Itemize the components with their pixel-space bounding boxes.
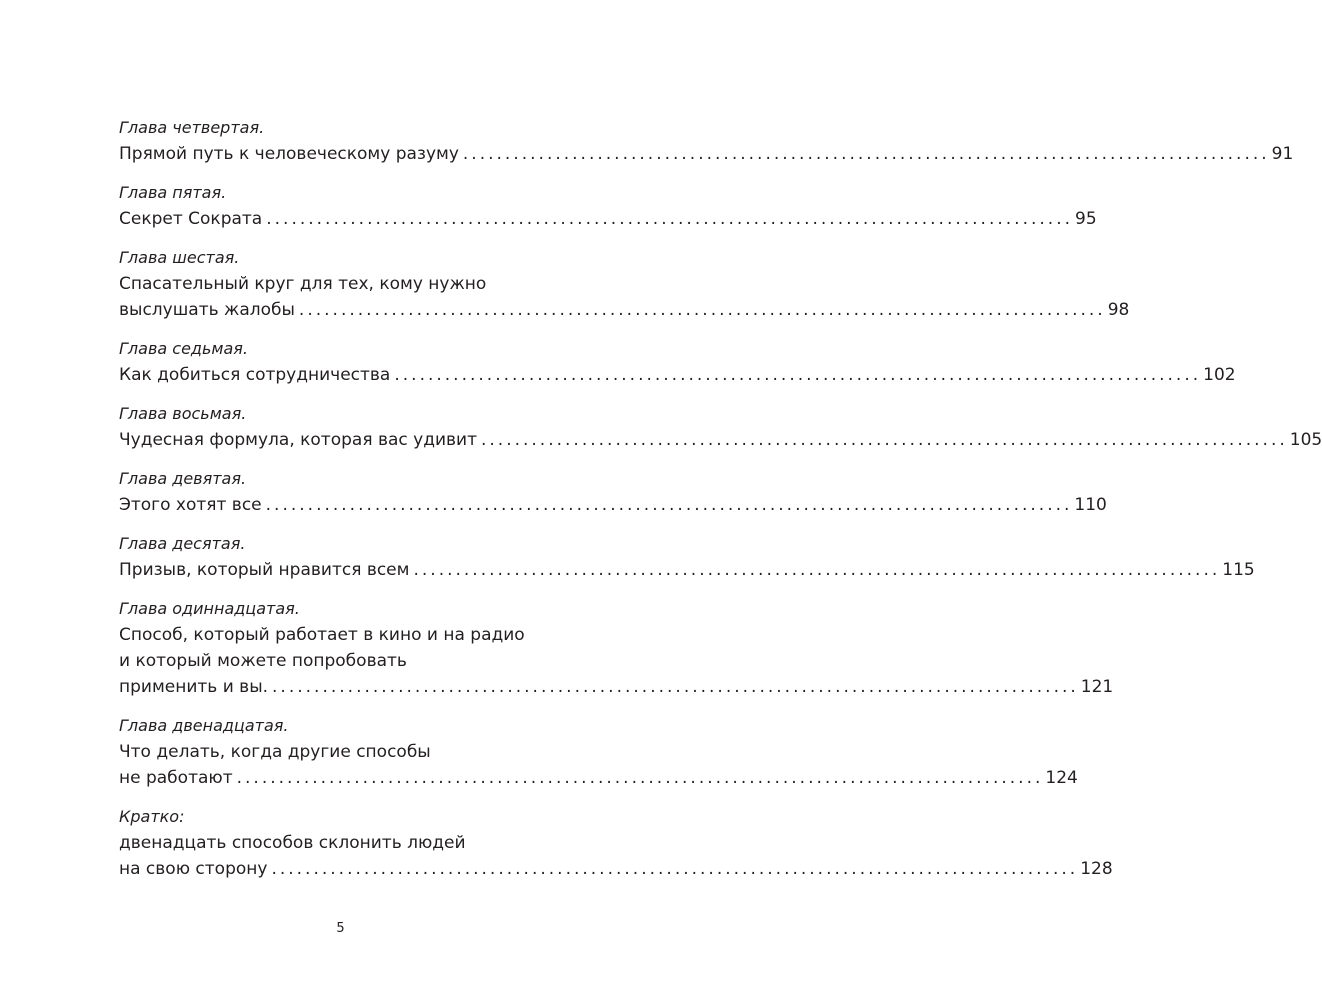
toc-title-line (119, 492, 1107, 518)
chapter-title: не работают (119, 768, 233, 788)
toc-title-line (119, 557, 1255, 583)
chapter-label: Глава двенадцатая. (119, 716, 289, 735)
page-reference: 91 (1271, 144, 1294, 164)
chapter-title: Как добиться сотрудничества (119, 365, 391, 385)
toc-title-line (119, 206, 1097, 232)
toc-title-line (119, 427, 1322, 453)
dot-leader: ................................................................................................ (298, 300, 1106, 320)
table-of-contents (119, 115, 1322, 895)
page-reference: 128 (1080, 859, 1113, 879)
chapter-title: Секрет Сократа (119, 209, 263, 229)
toc-title-line (119, 362, 1236, 388)
page-number: 5 (336, 921, 345, 936)
dot-leader: ................................................................................................ (236, 768, 1044, 788)
toc-entry-chapter-9 (119, 466, 1107, 518)
chapter-title: Призыв, который нравится всем (119, 560, 410, 580)
chapter-label: Глава шестая. (119, 248, 240, 267)
dot-leader: ................................................................................................ (413, 560, 1221, 580)
dot-leader: ................................................................................................ (271, 859, 1079, 879)
page-reference: 121 (1080, 677, 1114, 697)
chapter-title: Прямой путь к человеческому разуму (119, 144, 459, 164)
dot-leader: ................................................................................................ (480, 430, 1288, 450)
toc-title-line (119, 765, 1078, 791)
chapter-title-line: Способ, который работает в кино и на радио (119, 625, 525, 645)
chapter-title-line: Что делать, когда другие способы (119, 742, 431, 762)
toc-entry-chapter-10 (119, 531, 1255, 583)
chapter-title: применить и вы. (119, 677, 269, 697)
chapter-label: Глава четвертая. (119, 118, 265, 137)
page-reference: 98 (1107, 300, 1130, 320)
page-reference: 95 (1075, 209, 1097, 229)
page-reference: 124 (1045, 768, 1078, 788)
chapter-label: Глава пятая. (119, 183, 227, 202)
toc-entry-chapter-8 (119, 401, 1322, 453)
toc-title-line (119, 141, 1294, 167)
chapter-label: Глава восьмая. (119, 404, 247, 423)
dot-leader: ................................................................................................ (265, 495, 1073, 515)
chapter-title: Чудесная формула, которая вас удивит (119, 430, 477, 450)
toc-title-line (119, 674, 1114, 700)
chapter-title: Этого хотят все (119, 495, 262, 515)
chapter-label: Глава девятая. (119, 469, 247, 488)
chapter-title-line: Спасательный круг для тех, кому нужно (119, 274, 487, 294)
toc-title-line (119, 297, 1130, 323)
toc-entry-chapter-6 (119, 245, 1130, 323)
chapter-title-line: двенадцать способов склонить людей (119, 833, 466, 853)
toc-entry-chapter-11 (119, 596, 1114, 700)
chapter-title: выслушать жалобы (119, 300, 295, 320)
toc-entry-chapter-7 (119, 336, 1236, 388)
toc-title-line (119, 856, 1113, 882)
page-reference: 115 (1222, 560, 1255, 580)
dot-leader: ................................................................................................ (462, 144, 1270, 164)
chapter-title-line: и который можете попробовать (119, 651, 407, 671)
chapter-label: Глава десятая. (119, 534, 246, 553)
toc-entry-chapter-5 (119, 180, 1097, 232)
page-reference: 105 (1289, 430, 1322, 450)
page-reference: 102 (1203, 365, 1236, 385)
chapter-label: Глава седьмая. (119, 339, 248, 358)
chapter-label: Кратко: (119, 807, 185, 826)
toc-entry-chapter-4 (119, 115, 1294, 167)
dot-leader: ................................................................................................ (272, 677, 1079, 697)
toc-entry-chapter-12 (119, 713, 1078, 791)
dot-leader: ................................................................................................ (394, 365, 1202, 385)
dot-leader: ................................................................................................ (266, 209, 1073, 229)
toc-entry-summary (119, 804, 1113, 882)
chapter-label: Глава одиннадцатая. (119, 599, 300, 618)
page-reference: 110 (1074, 495, 1107, 515)
chapter-title: на свою сторону (119, 859, 268, 879)
